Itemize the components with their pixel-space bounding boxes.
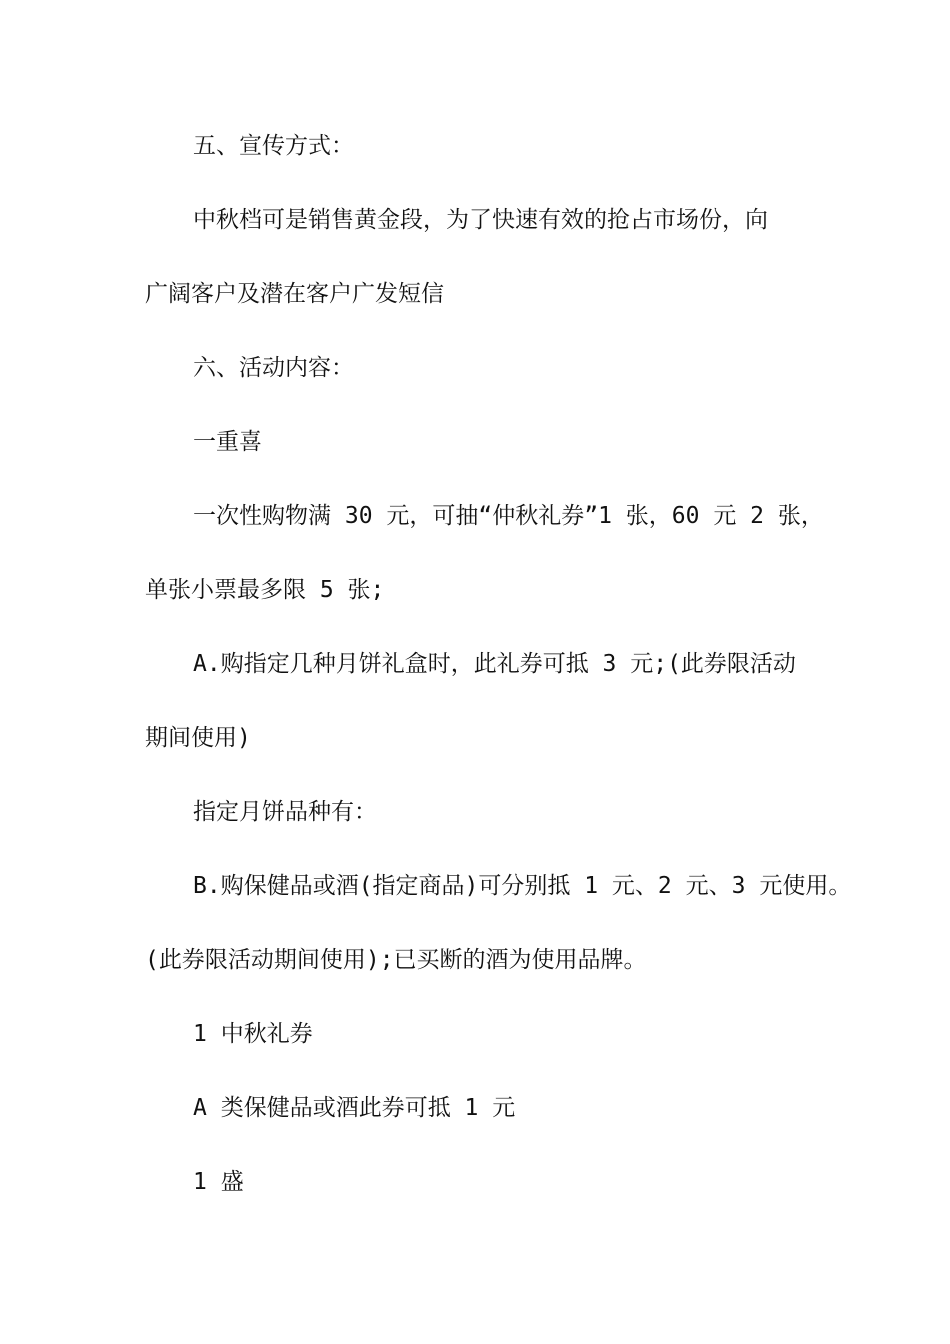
- paragraph-voucher: [145, 1016, 825, 1053]
- paragraph-item-a: [145, 646, 825, 757]
- paragraph-sheng: [145, 1164, 825, 1201]
- subheading-first-offer: [145, 424, 825, 461]
- text-line: 1 盛: [193, 1169, 244, 1195]
- text-line: 1 中秋礼券: [193, 1021, 313, 1047]
- text-line: B.购保健品或酒(指定商品)可分别抵 1 元、2 元、3 元使用。: [193, 873, 852, 899]
- text-line: 五、宣传方式：: [193, 133, 354, 159]
- text-line: 中秋档可是销售黄金段，为了快速有效的抢占市场份，向: [193, 207, 768, 233]
- paragraph-voucher-class-a: [145, 1090, 825, 1127]
- text-line: 指定月饼品种有：: [193, 799, 377, 825]
- text-line: 一重喜: [193, 429, 262, 455]
- paragraph-mooncake-types: [145, 794, 825, 831]
- section-heading-publicity: [145, 128, 825, 165]
- text-line: 一次性购物满 30 元，可抽“仲秋礼券”1 张，60 元 2 张，: [193, 503, 824, 529]
- text-line: 单张小票最多限 5 张;: [145, 577, 385, 603]
- section-heading-activity: [145, 350, 825, 387]
- paragraph-publicity-detail: [145, 202, 825, 313]
- text-line: A 类保健品或酒此券可抵 1 元: [193, 1095, 516, 1121]
- paragraph-item-b: [145, 868, 852, 979]
- text-line: (此券限活动期间使用);已买断的酒为使用品牌。: [145, 947, 647, 973]
- paragraph-purchase-rule: [145, 498, 825, 609]
- text-line: 期间使用): [145, 725, 251, 751]
- document-body: [145, 128, 852, 1238]
- text-line: A.购指定几种月饼礼盒时，此礼券可抵 3 元;(此券限活动: [193, 651, 796, 677]
- text-line: 六、活动内容：: [193, 355, 354, 381]
- text-line: 广阔客户及潜在客户广发短信: [145, 281, 444, 307]
